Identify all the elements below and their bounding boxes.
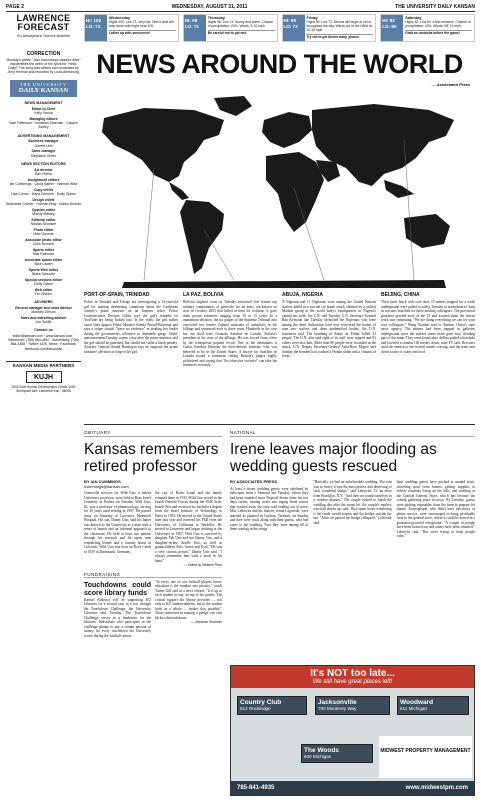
staff-entry: [6, 178, 81, 186]
staff-name: Ben Pirrilla: [35, 171, 52, 176]
staff-role: Editorial editor: [31, 217, 56, 222]
staff-entry: [6, 306, 81, 314]
leader-trinidad: [144, 168, 154, 280]
low-temp: LO: 71: [184, 24, 200, 29]
staff-name: Nikolas Shankee: [30, 221, 57, 226]
weather-day: [282, 14, 377, 42]
folio-bar: [6, 4, 475, 12]
location-name: Woodward: [400, 699, 434, 706]
staff-name: Stephanie Cramer · Hannah Bray · Bobby Nichols: [6, 201, 82, 206]
leader-bolivia: [204, 230, 234, 280]
high-temp: HI: 82: [382, 18, 395, 23]
correction-text: Monday's article "Jazz band keeps classics alive" misidentifies the writer of the lyrics for "Hello, Dolly!" The song was written and composed by Jerry Herman and recorded by Louis Armstrong.: [6, 58, 81, 75]
day-name: Saturday: [405, 16, 422, 20]
forecast-title-line2: FORECAST: [17, 22, 70, 32]
weather-info: [305, 15, 376, 41]
obituary-edited-by: — Edited by Stefanie Penn: [183, 563, 222, 567]
section-divider: [84, 424, 475, 425]
brief-dateline: PORT-OF-SPAIN, TRINIDAD: [84, 292, 150, 298]
ad-location-3: [397, 696, 469, 715]
staff-role: Photo editor: [33, 227, 54, 232]
staff-name: Blake Schuster: [32, 271, 55, 276]
obituary-column-2-text: the city of Haifa, Israel and the family returned there in 1933. Wild Uno served in the Israeli Defense Forces during the 1948 Arab-Israeli War and received his bachelor's degree from the Israel Institute of Technology in Haifa in 1953. He moved to the United States later that year and received his PhD from the University of California at Berkeley. He moved to Lawrence and began working at the University in 1967. Wild Uno is survived by daughter Yeh Uno and son Danny Uno, and a daughter-in-law Arielle Uno, as well as grandchildren Alex, Aaron and Eyal. "He was a very curious person," Danny Uno said. "I always remember him with a book in his hand.": [155, 491, 222, 563]
staff-name: Sam Patterson · Jonathan Shorman · Clayton Ashley: [9, 121, 78, 130]
media-partners-heading: KANSAN MEDIA PARTNERS: [6, 361, 81, 368]
forecast-source: KU Atmospheric Science students: [17, 34, 70, 38]
staff-name: Mandy Matney: [32, 211, 55, 216]
forecast-tagline: Grab an umbrella before the game!: [405, 30, 472, 35]
forecast-text: Highs 82. Low 60. A few showers. Chance of precipitation: 40%. Winds: NE 10 mph.: [405, 20, 471, 28]
staff-entry: [6, 248, 81, 256]
ad-subline: We still have great places left!: [312, 679, 393, 685]
obituary-email: icummings@kansan.com: [84, 484, 129, 489]
low-temp: LO: 72: [283, 24, 298, 29]
staff-role: Editor-in-Chief: [31, 106, 56, 111]
brief-text: Police in Trinidad and Tobago are investigating a 14-year-old girl for making threatening comments about the Caribbean country's prime minister on an Internet video. Police Commissioner Dwayne Gibbs says the girl's remarks on YouTube are being looked into. In the video, the girl makes racial slurs against Prime Minister Kamla Persad-Bissessar and says a sniper should "leave no evidence" in stealing her leader during the government's offensive to dismantle gangs. Gibbs' announcement Tuesday comes a day after the prime minister said the girl should be punished, but should not suffer a harsh penalty. Attorney General Anand Ramlogan says he supports the prime minister's decision to forgive the girl.: [84, 300, 178, 354]
australia-map: [404, 214, 450, 248]
fundraising-column-1: [84, 580, 151, 639]
world-map: [84, 90, 475, 290]
staff-role: Business manager: [28, 139, 59, 144]
central-america-map: [169, 182, 189, 200]
staff-role: Sports Web editor: [28, 267, 59, 272]
staff-name: Malcolm Gibson: [31, 309, 56, 314]
high-temp: HI: 100: [86, 18, 102, 23]
national-text-1: At least a dozen wedding guests were sidelined by helicopter from a Vermont inn Tuesday, where they had been stranded since Tropical Storm Irene hit two days earlier, turning rivers into raging flood waters that washed away the only road leading out of town. Max Lebowitz and his fiancée, Jenna Lagowski, were married as planned in Grafton, Vermont, on Sunday and then were stuck along with their guests, who had come to the wedding. Now they were among 60 of them waiting in the wings.: [230, 486, 309, 531]
page-number: PAGE 2: [6, 4, 24, 10]
address-footer: 2000 Dole Human Development Center 1000 Sunnyside Ave. Lawrence Kan., 66045: [11, 384, 76, 393]
forecast-title-line1: LAWRENCE: [16, 13, 71, 23]
staff-entry: [6, 258, 81, 266]
staff-section-heading: ADVERTISING MANAGEMENT: [17, 133, 70, 138]
forecast-tagline: Be careful not to get wet.: [208, 30, 275, 35]
staff-entry: [6, 107, 81, 115]
staff-name: Mike Lavieri: [34, 261, 53, 266]
staff-role: Assignment editors: [27, 177, 60, 182]
staff-role: Associate sports editor: [24, 257, 63, 262]
location-address: 512 Rockledge: [240, 706, 271, 711]
low-temp: LO: 60: [382, 24, 397, 29]
national-headline: Irene leaves major flooding as wedding guests rescued: [230, 441, 437, 475]
high-temp: HI: 96: [283, 18, 297, 23]
greenland-map: [214, 96, 252, 116]
fundraising-column-2: [155, 580, 222, 639]
staff-role: Associate photo editor: [25, 237, 62, 242]
staff-section-heading: NEWS SECTION EDITORS: [21, 161, 66, 166]
staff-name: Garrett Lent: [34, 143, 53, 148]
staff-section-heading: NEWS MANAGEMENT: [24, 101, 63, 106]
staff-role: Sales and marketing adviser: [20, 315, 67, 320]
staff-entry: [6, 228, 81, 236]
staff-name: Mike Gunnoe: [33, 231, 54, 236]
ad-website-link[interactable]: www.midwestpm.com: [405, 785, 468, 791]
staff-entry: [6, 208, 81, 216]
location-name: Country Club: [240, 699, 282, 706]
fundraising-text-2: "In every one of our football players know, education is the number one priority," coach Turner Gill said in a news release. "It is up to each student to stay on top of his grades. The critical support the library provides — not only to KU student-athletes, but to the student body as a whole — makes that possible." Those interested in making a pledge can visit lib.ku.edu/touchdown.: [155, 579, 222, 620]
ad-footer: [231, 781, 474, 795]
brief-dateline: LA PAZ, BOLIVIA: [183, 292, 224, 298]
staff-role: Managing editors: [29, 116, 58, 121]
staff-entry: [6, 218, 81, 226]
headline-credit: — Associated Press: [431, 82, 470, 87]
obituary-kicker: OBITUARY: [84, 430, 222, 437]
africa-map: [266, 152, 324, 232]
kujh-logo: KUJH: [26, 371, 62, 383]
weather-info: [206, 15, 277, 41]
world-brief: [381, 292, 475, 420]
national-column-3: their wedding guests have pitched in around town, shoveling mud from homes, getting supplies to elderly residents living on the hills, and working at the Grafton General Store, which has become the central gathering place in town. By Tuesday, guests were picking vegetables from the farm to prepare for dinner. Townspeople, who didn't have electricity or phone service, were encouraged to bring perishable food to the general store, where it could be stored in a generator-powered refrigerator. "A couple of people have been hoisted out and others have been stranded," Lebowitz said. "But we're trying to keep people calm.": [396, 480, 475, 538]
hi-lo-temps: [381, 15, 403, 41]
staff-role: Sales manager: [31, 149, 56, 154]
forecast-text: Highs 98. Low 74. Sunny and warm. Chance of precipitation: 20%. Winds: S 10 mph.: [207, 20, 273, 28]
obituary-author: BY IAN CUMMINGS: [84, 479, 121, 484]
location-name: Jacksonville: [318, 699, 357, 706]
north-america-map: [102, 108, 224, 182]
logo-name: DAILY KANSAN: [18, 86, 69, 94]
staff-role: Special sections editor: [25, 277, 62, 282]
staff-section-heading: Contact us: [34, 328, 53, 333]
weather-forecast: [84, 14, 475, 42]
kansan-logo: [10, 80, 77, 97]
obituary-column-2: [155, 491, 222, 568]
ad-headline: It's NOT too late...: [310, 668, 395, 679]
brief-text: Bolivia's highest court on Tuesday convicted five former top military commanders of genocide for an army crackdown on riots in October 2003 that killed at least 64 civilians. It gave them prison sentences ranging from 10 to 15 years. In a unanimous decision, the six judges of the Supreme Tribunal also convicted two former Cabinet ministers of complicity in the killings and sentenced each to three years. Hundreds in the case but not tried were Gonzalo Sanchez de Lozada, Bolivia's president at the time of the killings. He was forced from office by the widespread popular revolt. One of the defendants is Carlos Sanchez Berzain, the then-defense minister, who was believed to be in the United States. A lawyer for Sanchez de Lozada issued a statement calling Bolivia's judges highly politicized and saying that "the objective violence" can take the sentences seriously.: [183, 300, 277, 367]
company-logo: MIDWEST PROPERTY MANAGEMENT: [379, 736, 472, 778]
obituary-byline: [84, 479, 222, 489]
forecast-title: [6, 14, 81, 32]
forecast-tagline: Lather up with sunscreen!: [109, 30, 176, 35]
hi-lo-temps: [85, 15, 107, 41]
national-body: [230, 480, 475, 539]
staff-entry: [6, 238, 81, 246]
brief-dateline: BEIJING, CHINA: [381, 292, 420, 298]
location-address: 611 Michigan: [400, 706, 427, 711]
ad-location-4: [301, 744, 373, 763]
world-brief: [84, 292, 178, 420]
fundraising-story: [84, 580, 222, 639]
staff-entry: [6, 278, 81, 286]
day-name: Thursday: [207, 16, 225, 20]
staff-role: Web editor: [34, 287, 53, 292]
europe-map: [262, 112, 312, 148]
ad-phone[interactable]: 785-841-4935: [237, 785, 275, 791]
antarctica-map: [122, 280, 446, 288]
staff-directory: [6, 101, 81, 351]
staff-name: Emily Glaser: [33, 281, 54, 286]
issue-date: WEDNESDAY, AUGUST 31, 2011: [171, 4, 248, 10]
staff-entry: [6, 316, 81, 324]
obituary-headline: Kansas remembers retired professor: [84, 441, 219, 475]
weather-info: [107, 15, 178, 41]
obituary-body: [84, 491, 222, 568]
low-temp: LO: 73: [86, 24, 101, 29]
brief-text: A Nigerian and 11 Nigerians were among the United Nations staffers killed in a suicide car bomb attack claimed by a radical Muslim group at the world body's headquarters in Nigeria's capital last week, the U.N. said Tuesday. U.N. Secretary-General Ban Ki-moon late Tuesday identified the Nigerians who were among the dead. Authorities have now recovered the bodies of nine new staffers and three unidentified bodies, the U.N. statement said. The bombing in Abuja on Friday killed 23 people. The U.N. also said eight of its staff were injured and 81 others were also hurt. More than 80 people were wounded in the attack. U.N. Deputy Secretary-General Asha-Rose Migiro said Sunday the bomber had crashed a Honda sedan and a column of Jeeps.: [282, 300, 376, 358]
high-temp: HI: 98: [184, 18, 198, 23]
forecast-tagline: Try not to get blown away, please.: [307, 34, 374, 39]
staff-role: Design chiefs: [32, 197, 55, 202]
brief-text: Their faces black with coal dust, 15 miners trapped for a week underground were pulled to safety Tuesday in northeastern China as rescuers searched for three missing colleagues. The provincial governor greeted each of the 15 and assured them the rescue work was continuing. "We are doing everything we can for your four colleagues," Wang Xiankui said to Xinhua, China's state news agency. The miners had been trapped in galleries underground since the surface water main gave way, flooding part of the mine. They were found after drillers pulled a borehole and lowered a camera 160 meters down, state TV said. Rescuers used the camera to see several miners waving, and the team sent down a tube of water and food.: [381, 300, 475, 354]
staff-entry: [6, 168, 81, 176]
staff-entry: [6, 334, 81, 351]
staff-entry: [6, 188, 81, 196]
staff-name: Ian Cummings · Laura Sather · Hannah Wise: [9, 181, 78, 186]
world-briefs: [84, 292, 475, 420]
weather-info: [403, 15, 474, 41]
location-address: 630 Michigan: [304, 754, 332, 759]
national-column-2: "Basically we had an unbelievable wedding. The rain was so heavy it was the most perfect and deserving of such wonderful things," said Lebowitz, 31, an artist from Brooklyn, N.Y. "And then we found ourselves in a weather disaster." The couple rushed to finish the wedding day after the storm hit, the couple's mother, who had driven up, said. They spent hours wondering if the roads would reopen and the bridge outside the inn. "After we passed the bridge collapsed," Lebowitz said.: [313, 480, 392, 525]
hi-lo-temps: [184, 15, 206, 41]
weather-day: [380, 14, 475, 42]
staff-role: Sports editor: [32, 247, 55, 252]
staff-section-heading: ADVISERS: [34, 299, 53, 304]
world-brief: [282, 292, 376, 420]
correction-heading: CORRECTION: [26, 51, 61, 58]
forecast-text: Highs 100. Low 73. Very hot. Direct heat will stay close with highs near 100.: [109, 20, 174, 28]
staff-name: Stephanie Green: [30, 153, 57, 158]
national-column-1: [230, 480, 308, 539]
fundraising-text-1: Kansas Athletics will be supporting KU Libraries for a second year in a row through the Touchdown Challenge, the University Libraries said Tuesday. The Touchdown Challenge serves as a fundraiser for the libraries. Individuals who participate in the challenge pledge to pay a certain amount of money for every touchdown the University scores during the football season.: [84, 597, 151, 638]
national-kicker: NATIONAL: [230, 430, 475, 437]
weather-day: [183, 14, 278, 42]
staff-role: General manager and news adviser: [15, 305, 72, 310]
south-america-map: [180, 200, 224, 274]
national-byline: BY ASSOCIATED PRESS: [230, 479, 278, 484]
fundraising-credit: — Jonathan Shorman: [190, 620, 222, 624]
staff-entry: [6, 149, 81, 157]
fundraising-headline: Touchdowns could score library funds: [84, 581, 151, 597]
staff-name: Jon Schlitt: [35, 319, 52, 324]
staff-name: Lisa Curran · Marla Demeris · Emily Glaser: [11, 191, 76, 196]
hi-lo-temps: [283, 15, 305, 41]
staff-entry: [6, 139, 81, 147]
forecast-text: Highs 96. Low 72. Storms will begin to roll in throughout the day. Winds out of the NNW at 10-15 mph.: [306, 20, 372, 32]
staff-name: Chris Bronson: [32, 241, 55, 246]
staff-entry: [6, 268, 81, 276]
location-address: 700 Monterey Way: [318, 706, 357, 711]
publication-name: THE UNIVERSITY DAILY KANSAN: [395, 4, 475, 10]
day-name: Friday: [306, 16, 318, 20]
staff-role: Art director: [34, 167, 53, 172]
southeast-asia-map: [384, 180, 414, 198]
ad-location-1: [237, 696, 307, 715]
world-brief: [183, 292, 277, 420]
sidebar: [6, 14, 81, 796]
staff-entry: [6, 198, 81, 206]
weather-day: [84, 14, 179, 42]
ad-location-2: [315, 696, 390, 715]
staff-name: Max Rothman: [32, 251, 55, 256]
staff-entry: [6, 288, 81, 296]
staff-name: editor@kansan.com · www.kansan.com · Newsroom: (785) 864-4810 · Advertising: (785) 864-4358 · Twitter: UDK_News · Facebook: facebook.com/thekansan: [8, 333, 79, 351]
staff-name: Kelly Stroda: [34, 111, 53, 116]
brief-dateline: ABUJA, NIGERIA: [282, 292, 323, 298]
ad-header: [231, 666, 474, 688]
staff-name: Tim Shedor: [34, 291, 53, 296]
logo-the: THE UNIVERSITY: [20, 82, 67, 88]
location-name: The Woods: [304, 747, 339, 754]
staff-role: Opinion editor: [31, 207, 56, 212]
property-advertisement[interactable]: [230, 665, 475, 796]
obituary-story: [84, 430, 222, 796]
fundraising-kicker: FUNDRAISING: [84, 572, 222, 578]
page-headline: NEWS AROUND THE WORLD: [96, 49, 463, 79]
staff-entry: [6, 117, 81, 130]
staff-role: Copy chiefs: [33, 187, 54, 192]
obituary-column-1: Greenville services for Wild Uno, a retired University professor, were held at Rose Israel Cemetery in Eudora on Tuesday. Wild Uno, 82, was a professor of pharmacology, serving for 30 years until retiring in 1997. He passed away on Saturday at Lawrence Memorial Hospital. His son, Danny Uno, said his father was known as the University as a man with a sense of humor and an informal approach to the classroom. He held at least two patents through his research and he spent time remodeling homes and a country house in Colorado. Wild Uno was born on Rock Creek in 1929 in Dartmouth, Germany.: [84, 491, 151, 554]
day-name: Wednesday: [109, 16, 131, 20]
